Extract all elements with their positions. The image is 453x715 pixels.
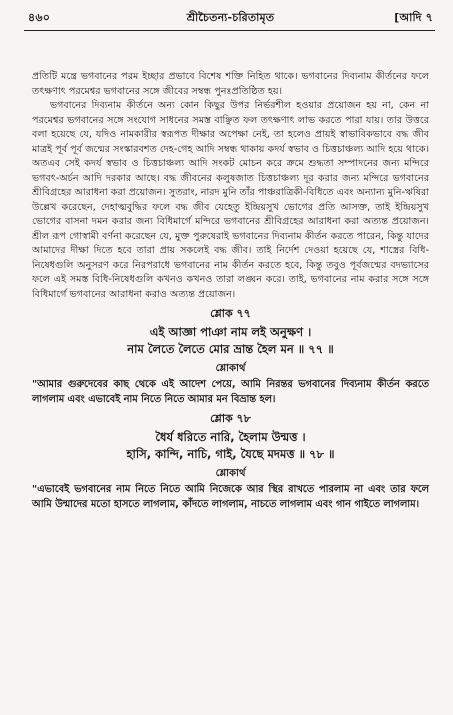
page-number: ৪৬০ — [28, 10, 51, 24]
paragraph-2: ভগবানের দিব্যনাম কীর্তনে অন্য কোন কিছুর উপর নির্ভরশীল হওয়ার প্রয়োজন হয় না, কেন না পরমেশ্বর ভগবানের সঙ্গে সংযোগ সাধনের সমস্ত বাঞ্ছিত ফল তৎক্ষণাৎ লাভ করতে পারা যায়। তার উত্তরে বলা হয়েছে যে, যদিও নামকারীর স্বরূপত দীক্ষার অপেক্ষা নেই, তা হলেও প্রায়ই স্বাভাবিকভাবে বদ্ধ জীব মাত্রই পূর্ব পূর্ব জন্মের সংস্কারবশত দেহ-গেহ আদি সম্বন্ধ থাকায় কদর্য স্বভাব ও চিত্তচাঞ্চল্য আদি হয়ে থাকে। অতএব সেই কদর্য স্বভাব ও চিত্তচাঞ্চল্য আদি সংকট মোচন করে ক্রমে শুদ্ধতা সম্পাদনের জন্য মন্দিরে ভগবৎ-অর্চন আদি দরকার আছে। বদ্ধ জীবনের কলুষজাত চিত্তচাঞ্চল্য দূর করার জন্য মন্দিরে ভগবানের শ্রীবিগ্রহের আরাধনা করা প্রয়োজন। সুতরাং, নারদ মুনি তাঁর পাঞ্চরাত্রিকী-বিধিতে এবং অন্যান্য মুনি-ঋষিরা উল্লেখ করেছেন, দেহাত্মবুদ্ধির ফলে বদ্ধ জীব যেহেতু ইন্দ্রিয়সুখ ভোগের প্রতি আসক্ত, তাই ইন্দ্রিয়সুখ ভোগের বাসনা দমন করার জন্য বিধিমার্গে মন্দিরে ভগবানের শ্রীবিগ্রহের আরাধনা করা অত্যন্ত প্রয়োজন। শ্রীল রূপ গোস্বামী বর্ণনা করেছেন যে, মুক্ত পুরুষেরাই ভগবানের দিব্যনাম কীর্তন করতে পারেন, কিন্তু যাদের আমাদের দীক্ষা দিতে হবে তারা প্রায় সকলেই বদ্ধ জীব। তাই নির্দেশ দেওয়া হয়েছে যে, শাস্ত্রের বিধি-নিষেধগুলি অনুসরণ করে নিরপরাধে ভগবানের নাম কীর্তন করতে হবে, কিন্তু তবুও পূর্বজন্মের বদভ্যাসের ফলে এই সমস্ত বিধি-নিষেধগুলি কখনও কখনও তারা লঙ্ঘন করে। তাই, ভগবানের নাম করার সঙ্গে সঙ্গে বিধিমার্গে ভগবানের আরাধনা করাও অত্যন্ত প্রয়োজন। — [32, 100, 429, 300]
verse-77-line-1: এই আজ্ঞা পাঞা নাম লই অনুক্ষণ । — [149, 324, 312, 339]
verse-78-translation: "এভাবেই ভগবানের নাম নিতে নিতে আমি নিজেকে আর স্থির রাখতে পারলাম না এবং তার ফলে আমি উন্মাদের মতো হাসতে লাগলাম, কাঁদতে লাগলাম, নাচতে লাগলাম এবং গান গাইতে লাগলাম। — [32, 484, 429, 510]
verse-77-heading: শ্লোক ৭৭ — [210, 307, 251, 320]
verse-78-line-2: হাসি, কান্দি, নাচি, গাই, যৈছে মদমত্ত ॥ ৭৮ ॥ — [126, 446, 335, 461]
header-rule — [24, 30, 435, 31]
paragraph-1: প্রতিটি মন্ত্রে ভগবানের পরম ইচ্ছার প্রভাবে বিশেষ শক্তি নিহিত থাকে। ভগবানের দিব্যনাম কীর্তনের ফলে তৎক্ষণাৎ পরমেশ্বর ভগবানের সঙ্গে জীবের সম্বন্ধ পুনঃপ্রতিষ্ঠিত হয়। — [32, 71, 429, 97]
chapter-label: [আদি ৭ — [394, 10, 433, 24]
verse-78-translation-heading: শ্লোকার্থ — [215, 467, 246, 479]
book-title: শ্রীচৈতন্য-চরিতামৃত — [186, 10, 275, 24]
verse-77-translation: "আমার গুরুদেবের কাছ থেকে এই আদেশ পেয়ে, আমি নিরন্তর ভগবানের দিব্যনাম কীর্তন করতে লাগলাম এবং এভাবেই নাম নিতে নিতে আমার মন বিভ্রান্ত হল। — [32, 379, 429, 405]
verse-77-line-2: নাম লৈতে লৈতে মোর ভ্রান্ত হৈল মন ॥ ৭৭ ॥ — [127, 341, 334, 356]
verse-78-heading: শ্লোক ৭৮ — [210, 412, 251, 425]
verse-77-translation-heading: শ্লোকার্থ — [215, 362, 246, 374]
page-header — [28, 8, 433, 28]
verse-78-line-1: ধৈর্য ধরিতে নারি, হৈলাম উন্মত্ত । — [155, 429, 306, 444]
page-body — [32, 70, 429, 512]
